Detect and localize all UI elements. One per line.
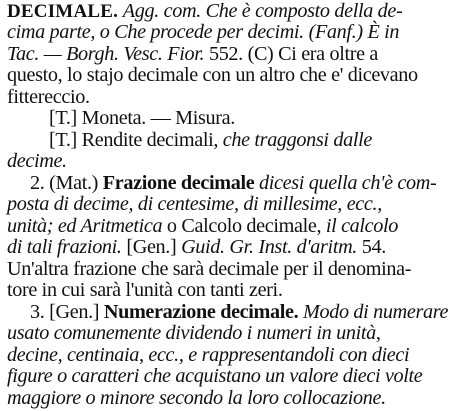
entry-line-13	[7, 259, 411, 280]
italic-run: unità; ed Aritmetica	[7, 214, 163, 237]
entry-headword: DECIMALE.	[7, 1, 119, 22]
italic-run: Agg. com. Che è composto della de-	[122, 0, 403, 22]
bold-run: Frazione decimale	[102, 171, 255, 194]
text-run: 2. (Mat.)	[30, 171, 103, 194]
entry-line-2	[7, 22, 399, 43]
italic-run: che traggonsi dalle	[222, 128, 372, 151]
text-run: 552. (C) Ci era oltre a	[204, 42, 379, 65]
entry-line-6	[49, 108, 235, 129]
entry-line-14	[7, 280, 283, 301]
entry-line-15	[30, 302, 448, 323]
entry-line-3	[7, 44, 378, 65]
italic-run: di tali frazioni.	[7, 236, 122, 259]
text-run: [Gen.]	[121, 236, 182, 259]
entry-line-11	[7, 216, 398, 237]
text-run: [T.] Rendite decimali,	[49, 128, 223, 151]
italic-run: dicesi quella ch'è com-	[254, 171, 437, 194]
italic-run: decime.	[7, 150, 67, 173]
italic-run: posta di decime, di centesime, di millesime, ecc.,	[7, 193, 382, 216]
text-run: 54.	[357, 236, 386, 259]
entry-line-9	[30, 173, 436, 194]
text-run: questo, lo stajo decimale con un altro che e' dicevano	[7, 64, 418, 87]
text-run: o Calcolo decimale,	[162, 214, 326, 237]
entry-line-17	[7, 345, 409, 366]
entry-line-1	[7, 1, 402, 22]
text-run: [T.] Moneta. — Misura.	[49, 107, 235, 130]
entry-line-8	[7, 151, 67, 172]
entry-line-16	[7, 323, 381, 344]
entry-line-19	[7, 388, 386, 409]
text-run: tore in cui sarà l'unità con tanti zeri.	[7, 279, 283, 302]
entry-line-4	[7, 65, 418, 86]
italic-run: Modo di numerare	[298, 300, 449, 323]
entry-line-7	[49, 130, 372, 151]
text-run: fittereccio.	[7, 85, 90, 108]
italic-run: decine, centinaia, ecc., e rappresentandoli con dieci	[7, 343, 410, 366]
italic-run: Guid. Gr. Inst. d'aritm.	[181, 236, 358, 259]
entry-line-5	[7, 87, 90, 108]
italic-run: maggiore o minore secondo la loro collocazione.	[7, 386, 386, 409]
italic-run: usato comunemente dividendo i numeri in unità,	[7, 322, 381, 345]
italic-run: cima parte, o Che procede per decimi. (Fanf.) È in	[7, 21, 400, 44]
entry-line-12	[7, 237, 386, 258]
entry-line-10	[7, 194, 382, 215]
text-run: Un'altra frazione che sarà decimale per il denomina-	[7, 257, 412, 280]
entry-line-18	[7, 366, 422, 387]
italic-run: Tac. — Borgh. Vesc. Fior.	[7, 42, 205, 65]
italic-run: il calcolo	[325, 214, 399, 237]
bold-run: Numerazione decimale.	[103, 300, 299, 323]
italic-run: figure o caratteri che acquistano un valore dieci volte	[7, 365, 423, 388]
text-run: 3. [Gen.]	[30, 300, 104, 323]
